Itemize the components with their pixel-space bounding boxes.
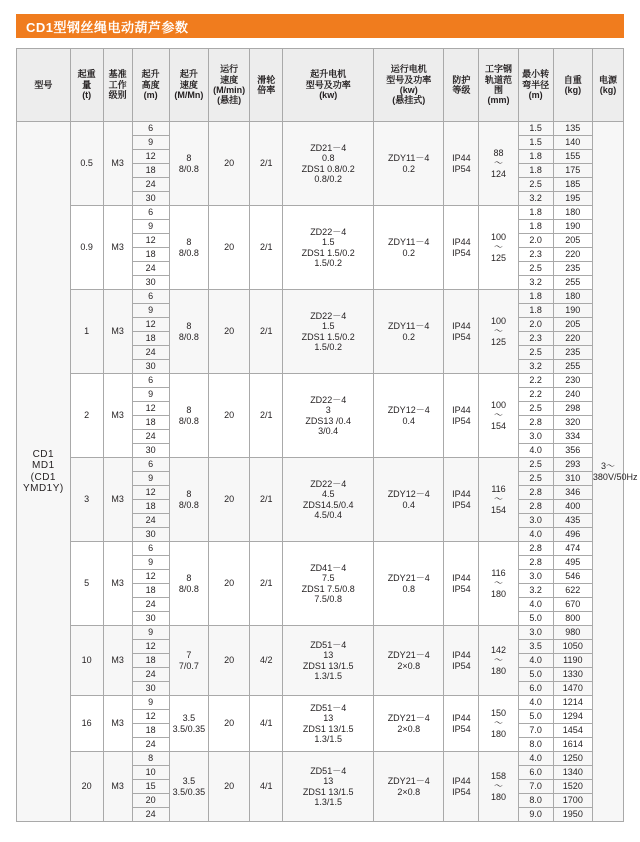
cell-sheave-ratio: 2/1 (250, 122, 283, 206)
cell-min-radius: 6.0 (518, 766, 553, 780)
cell-travel-motor: ZDY12－4 0.4 (374, 458, 444, 542)
cell-sheave-ratio: 4/1 (250, 696, 283, 752)
cell-min-radius: 2.8 (518, 500, 553, 514)
cell-min-radius: 3.0 (518, 570, 553, 584)
cell-self-weight: 220 (553, 332, 592, 346)
cell-self-weight: 320 (553, 416, 592, 430)
cell-travel-speed: 20 (208, 374, 249, 458)
table-row (17, 696, 624, 710)
cell-min-radius: 4.0 (518, 528, 553, 542)
cell-self-weight: 255 (553, 360, 592, 374)
cell-lift-height: 20 (132, 794, 169, 808)
cell-rail-range: 116 ～ 154 (479, 458, 518, 542)
cell-min-radius: 2.8 (518, 556, 553, 570)
cell-min-radius: 7.0 (518, 780, 553, 794)
cell-lift-height: 12 (132, 150, 169, 164)
cell-min-radius: 1.5 (518, 122, 553, 136)
col-model: 型号 (17, 49, 71, 122)
cell-lift-height: 18 (132, 164, 169, 178)
cell-lift-height: 30 (132, 528, 169, 542)
cell-min-radius: 5.0 (518, 668, 553, 682)
cell-min-radius: 2.5 (518, 262, 553, 276)
cell-self-weight: 1050 (553, 640, 592, 654)
cell-min-radius: 2.5 (518, 178, 553, 192)
cell-lift-height: 18 (132, 416, 169, 430)
cell-lift-height: 18 (132, 248, 169, 262)
cell-lift-height: 24 (132, 738, 169, 752)
cell-self-weight: 496 (553, 528, 592, 542)
cell-lift-height: 9 (132, 696, 169, 710)
cell-self-weight: 356 (553, 444, 592, 458)
cell-lift-height: 24 (132, 668, 169, 682)
cell-lift-speed: 3.5 3.5/0.35 (169, 696, 208, 752)
cell-lift-height: 18 (132, 332, 169, 346)
col-power-supply: 电源 (kg) (592, 49, 623, 122)
cell-lift-height: 12 (132, 318, 169, 332)
cell-lift-speed: 7 7/0.7 (169, 626, 208, 696)
cell-self-weight: 240 (553, 388, 592, 402)
cell-travel-motor: ZDY12－4 0.4 (374, 374, 444, 458)
cell-capacity: 0.9 (70, 206, 103, 290)
cell-min-radius: 2.8 (518, 416, 553, 430)
header-row (17, 49, 624, 122)
cell-rail-range: 100 ～ 125 (479, 206, 518, 290)
cell-lift-height: 12 (132, 710, 169, 724)
cell-lift-height: 18 (132, 724, 169, 738)
cell-protection: IP44 IP54 (444, 542, 479, 626)
cell-rail-range: 100 ～ 125 (479, 290, 518, 374)
cell-hoist-motor: ZD22－4 3 ZDS13 /0.4 3/0.4 (283, 374, 374, 458)
cell-min-radius: 3.2 (518, 276, 553, 290)
cell-self-weight: 1700 (553, 794, 592, 808)
cell-self-weight: 205 (553, 234, 592, 248)
cell-lift-height: 30 (132, 612, 169, 626)
col-hoist-motor: 起升电机 型号及功率 (kw) (283, 49, 374, 122)
cell-travel-speed: 20 (208, 122, 249, 206)
cell-capacity: 0.5 (70, 122, 103, 206)
table-row (17, 458, 624, 472)
cell-protection: IP44 IP54 (444, 122, 479, 206)
cell-min-radius: 4.0 (518, 752, 553, 766)
cell-lift-height: 30 (132, 360, 169, 374)
table-row (17, 752, 624, 766)
cell-self-weight: 1340 (553, 766, 592, 780)
cell-travel-motor: ZDY21－4 2×0.8 (374, 696, 444, 752)
cell-lift-height: 24 (132, 262, 169, 276)
cell-work-grade: M3 (103, 626, 132, 696)
cell-sheave-ratio: 2/1 (250, 542, 283, 626)
cell-hoist-motor: ZD41－4 7.5 ZDS1 7.5/0.8 7.5/0.8 (283, 542, 374, 626)
cell-min-radius: 2.5 (518, 472, 553, 486)
cell-travel-motor: ZDY11－4 0.2 (374, 122, 444, 206)
cell-lift-height: 6 (132, 122, 169, 136)
cell-min-radius: 2.0 (518, 234, 553, 248)
cell-min-radius: 8.0 (518, 794, 553, 808)
cell-lift-height: 12 (132, 570, 169, 584)
cell-min-radius: 4.0 (518, 696, 553, 710)
cell-sheave-ratio: 2/1 (250, 458, 283, 542)
cell-min-radius: 3.0 (518, 514, 553, 528)
cell-capacity: 3 (70, 458, 103, 542)
cell-lift-height: 18 (132, 654, 169, 668)
cell-lift-height: 24 (132, 178, 169, 192)
cell-self-weight: 1950 (553, 808, 592, 822)
cell-self-weight: 1454 (553, 724, 592, 738)
cell-min-radius: 7.0 (518, 724, 553, 738)
cell-lift-height: 30 (132, 192, 169, 206)
cell-min-radius: 2.3 (518, 332, 553, 346)
cell-min-radius: 2.3 (518, 248, 553, 262)
table-row (17, 290, 624, 304)
col-min-radius: 最小转 弯半径 (m) (518, 49, 553, 122)
specification-table (16, 48, 638, 822)
cell-lift-height: 15 (132, 780, 169, 794)
cell-lift-height: 24 (132, 514, 169, 528)
cell-lift-height: 6 (132, 290, 169, 304)
cell-min-radius: 2.2 (518, 374, 553, 388)
cell-min-radius: 1.8 (518, 220, 553, 234)
cell-lift-height: 30 (132, 444, 169, 458)
col-lift-height: 起升 高度 (m) (132, 49, 169, 122)
cell-capacity: 2 (70, 374, 103, 458)
cell-self-weight: 220 (553, 248, 592, 262)
cell-self-weight: 235 (553, 346, 592, 360)
cell-rail-range: 158 ～ 180 (479, 752, 518, 822)
cell-capacity: 10 (70, 626, 103, 696)
cell-work-grade: M3 (103, 374, 132, 458)
col-protection: 防护 等级 (444, 49, 479, 122)
cell-rail-range: 88 ～ 124 (479, 122, 518, 206)
cell-self-weight: 230 (553, 374, 592, 388)
cell-protection: IP44 IP54 (444, 458, 479, 542)
cell-capacity: 16 (70, 696, 103, 752)
page-title-bar (16, 14, 624, 38)
cell-protection: IP44 IP54 (444, 626, 479, 696)
cell-min-radius: 4.0 (518, 654, 553, 668)
cell-min-radius: 2.5 (518, 402, 553, 416)
cell-sheave-ratio: 4/2 (250, 626, 283, 696)
cell-sheave-ratio: 4/1 (250, 752, 283, 822)
cell-lift-height: 8 (132, 752, 169, 766)
cell-rail-range: 142 ～ 180 (479, 626, 518, 696)
cell-min-radius: 1.5 (518, 136, 553, 150)
cell-hoist-motor: ZD51－4 13 ZDS1 13/1.5 1.3/1.5 (283, 696, 374, 752)
cell-protection: IP44 IP54 (444, 696, 479, 752)
page-title: CD1型钢丝绳电动葫芦参数 (26, 19, 189, 35)
cell-min-radius: 5.0 (518, 710, 553, 724)
cell-sheave-ratio: 2/1 (250, 374, 283, 458)
cell-min-radius: 2.8 (518, 542, 553, 556)
cell-sheave-ratio: 2/1 (250, 206, 283, 290)
cell-travel-motor: ZDY21－4 0.8 (374, 542, 444, 626)
cell-min-radius: 2.5 (518, 458, 553, 472)
cell-lift-height: 24 (132, 598, 169, 612)
table-row (17, 626, 624, 640)
cell-lift-height: 9 (132, 626, 169, 640)
cell-rail-range: 116 ～ 180 (479, 542, 518, 626)
cell-self-weight: 140 (553, 136, 592, 150)
cell-self-weight: 175 (553, 164, 592, 178)
cell-self-weight: 190 (553, 304, 592, 318)
cell-self-weight: 1190 (553, 654, 592, 668)
cell-rail-range: 150 ～ 180 (479, 696, 518, 752)
table-row (17, 122, 624, 136)
cell-self-weight: 400 (553, 500, 592, 514)
cell-work-grade: M3 (103, 542, 132, 626)
cell-travel-motor: ZDY21－4 2×0.8 (374, 752, 444, 822)
cell-lift-speed: 8 8/0.8 (169, 206, 208, 290)
cell-capacity: 20 (70, 752, 103, 822)
col-travel-speed: 运行 速度 (M/min) (悬挂) (208, 49, 249, 122)
cell-hoist-motor: ZD22－4 4.5 ZDS14.5/0.4 4.5/0.4 (283, 458, 374, 542)
cell-min-radius: 2.2 (518, 388, 553, 402)
cell-lift-height: 6 (132, 458, 169, 472)
cell-self-weight: 310 (553, 472, 592, 486)
cell-self-weight: 205 (553, 318, 592, 332)
cell-self-weight: 1470 (553, 682, 592, 696)
cell-power-supply: 3～380V/50Hz (592, 122, 623, 822)
cell-work-grade: M3 (103, 122, 132, 206)
cell-self-weight: 1520 (553, 780, 592, 794)
table-row (17, 206, 624, 220)
cell-min-radius: 2.5 (518, 346, 553, 360)
cell-lift-height: 24 (132, 346, 169, 360)
cell-self-weight: 135 (553, 122, 592, 136)
cell-self-weight: 546 (553, 570, 592, 584)
cell-travel-speed: 20 (208, 626, 249, 696)
cell-work-grade: M3 (103, 458, 132, 542)
cell-sheave-ratio: 2/1 (250, 290, 283, 374)
cell-min-radius: 9.0 (518, 808, 553, 822)
cell-lift-height: 10 (132, 766, 169, 780)
cell-self-weight: 474 (553, 542, 592, 556)
cell-lift-speed: 8 8/0.8 (169, 542, 208, 626)
table-header (17, 49, 624, 122)
cell-self-weight: 155 (553, 150, 592, 164)
cell-self-weight: 180 (553, 206, 592, 220)
table-row (17, 374, 624, 388)
cell-self-weight: 298 (553, 402, 592, 416)
col-sheave-ratio: 滑轮 倍率 (250, 49, 283, 122)
cell-self-weight: 195 (553, 192, 592, 206)
cell-rail-range: 100 ～ 154 (479, 374, 518, 458)
cell-lift-height: 24 (132, 430, 169, 444)
cell-travel-speed: 20 (208, 206, 249, 290)
cell-self-weight: 235 (553, 262, 592, 276)
cell-min-radius: 4.0 (518, 444, 553, 458)
cell-self-weight: 980 (553, 626, 592, 640)
cell-lift-speed: 8 8/0.8 (169, 290, 208, 374)
cell-self-weight: 185 (553, 178, 592, 192)
cell-travel-speed: 20 (208, 290, 249, 374)
cell-min-radius: 8.0 (518, 738, 553, 752)
cell-lift-height: 9 (132, 472, 169, 486)
col-travel-motor: 运行电机 型号及功率 (kw) (悬挂式) (374, 49, 444, 122)
cell-lift-speed: 8 8/0.8 (169, 122, 208, 206)
cell-hoist-motor: ZD21－4 0.8 ZDS1 0.8/0.2 0.8/0.2 (283, 122, 374, 206)
cell-lift-height: 6 (132, 206, 169, 220)
col-lift-speed: 起升 速度 (M/Mn) (169, 49, 208, 122)
cell-min-radius: 3.0 (518, 430, 553, 444)
cell-min-radius: 2.0 (518, 318, 553, 332)
cell-lift-height: 18 (132, 584, 169, 598)
cell-self-weight: 180 (553, 290, 592, 304)
cell-min-radius: 1.8 (518, 206, 553, 220)
cell-lift-height: 12 (132, 640, 169, 654)
cell-lift-height: 24 (132, 808, 169, 822)
cell-min-radius: 3.5 (518, 640, 553, 654)
cell-lift-height: 12 (132, 234, 169, 248)
cell-travel-speed: 20 (208, 542, 249, 626)
cell-model: CD1 MD1 (CD1 YMD1Y) (17, 122, 71, 822)
cell-self-weight: 1614 (553, 738, 592, 752)
cell-lift-speed: 8 8/0.8 (169, 374, 208, 458)
cell-lift-height: 30 (132, 276, 169, 290)
cell-self-weight: 670 (553, 598, 592, 612)
table-row (17, 542, 624, 556)
cell-self-weight: 346 (553, 486, 592, 500)
cell-self-weight: 1214 (553, 696, 592, 710)
col-capacity: 起重 量 (t) (70, 49, 103, 122)
cell-min-radius: 3.2 (518, 584, 553, 598)
cell-min-radius: 1.8 (518, 304, 553, 318)
cell-lift-speed: 3.5 3.5/0.35 (169, 752, 208, 822)
cell-min-radius: 2.8 (518, 486, 553, 500)
cell-travel-speed: 20 (208, 696, 249, 752)
cell-hoist-motor: ZD22－4 1.5 ZDS1 1.5/0.2 1.5/0.2 (283, 206, 374, 290)
cell-lift-height: 18 (132, 500, 169, 514)
cell-min-radius: 5.0 (518, 612, 553, 626)
cell-travel-motor: ZDY11－4 0.2 (374, 206, 444, 290)
cell-self-weight: 190 (553, 220, 592, 234)
cell-min-radius: 3.0 (518, 626, 553, 640)
cell-lift-height: 6 (132, 374, 169, 388)
cell-min-radius: 1.8 (518, 164, 553, 178)
cell-hoist-motor: ZD22－4 1.5 ZDS1 1.5/0.2 1.5/0.2 (283, 290, 374, 374)
cell-capacity: 5 (70, 542, 103, 626)
cell-self-weight: 800 (553, 612, 592, 626)
cell-work-grade: M3 (103, 206, 132, 290)
cell-lift-speed: 8 8/0.8 (169, 458, 208, 542)
cell-self-weight: 495 (553, 556, 592, 570)
cell-protection: IP44 IP54 (444, 752, 479, 822)
cell-lift-height: 6 (132, 542, 169, 556)
cell-travel-motor: ZDY21－4 2×0.8 (374, 626, 444, 696)
cell-min-radius: 1.8 (518, 150, 553, 164)
cell-self-weight: 293 (553, 458, 592, 472)
cell-lift-height: 9 (132, 304, 169, 318)
cell-self-weight: 334 (553, 430, 592, 444)
cell-protection: IP44 IP54 (444, 206, 479, 290)
col-work-grade: 基准 工作 级别 (103, 49, 132, 122)
cell-self-weight: 1330 (553, 668, 592, 682)
cell-capacity: 1 (70, 290, 103, 374)
cell-self-weight: 435 (553, 514, 592, 528)
cell-lift-height: 9 (132, 388, 169, 402)
cell-lift-height: 9 (132, 220, 169, 234)
cell-self-weight: 1294 (553, 710, 592, 724)
cell-min-radius: 3.2 (518, 360, 553, 374)
cell-lift-height: 12 (132, 486, 169, 500)
cell-self-weight: 1250 (553, 752, 592, 766)
cell-travel-motor: ZDY11－4 0.2 (374, 290, 444, 374)
cell-lift-height: 12 (132, 402, 169, 416)
cell-travel-speed: 20 (208, 752, 249, 822)
cell-min-radius: 4.0 (518, 598, 553, 612)
cell-lift-height: 9 (132, 136, 169, 150)
cell-work-grade: M3 (103, 752, 132, 822)
cell-self-weight: 255 (553, 276, 592, 290)
cell-min-radius: 3.2 (518, 192, 553, 206)
col-rail-range: 工字钢 轨道范 围 (mm) (479, 49, 518, 122)
cell-protection: IP44 IP54 (444, 374, 479, 458)
cell-min-radius: 1.8 (518, 290, 553, 304)
cell-self-weight: 622 (553, 584, 592, 598)
cell-travel-speed: 20 (208, 458, 249, 542)
cell-work-grade: M3 (103, 290, 132, 374)
cell-hoist-motor: ZD51－4 13 ZDS1 13/1.5 1.3/1.5 (283, 626, 374, 696)
cell-protection: IP44 IP54 (444, 290, 479, 374)
table-body (17, 122, 638, 822)
cell-lift-height: 30 (132, 682, 169, 696)
cell-work-grade: M3 (103, 696, 132, 752)
cell-lift-height: 9 (132, 556, 169, 570)
col-self-weight: 自重 (kg) (553, 49, 592, 122)
cell-min-radius: 6.0 (518, 682, 553, 696)
cell-hoist-motor: ZD51－4 13 ZDS1 13/1.5 1.3/1.5 (283, 752, 374, 822)
